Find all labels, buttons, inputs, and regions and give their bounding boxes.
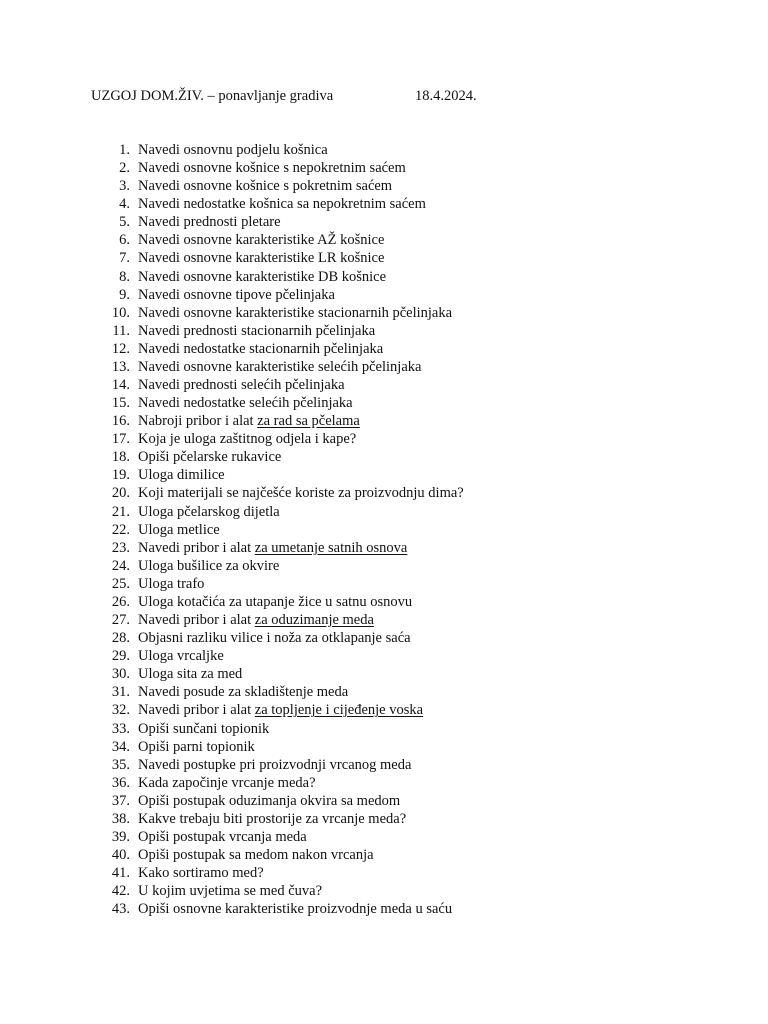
question-item [0, 340, 768, 358]
question-item [0, 575, 768, 593]
question-text [138, 195, 426, 213]
question-text [138, 412, 360, 430]
question-number: 29. [111, 648, 130, 665]
question-item [0, 629, 768, 647]
question-text [138, 448, 281, 466]
question-text [138, 629, 411, 647]
question-item [0, 322, 768, 340]
question-number: 32. [111, 702, 130, 719]
question-item [0, 213, 768, 231]
question-text-plain: Navedi nedostatke stacionarnih pčelinjaka [138, 340, 384, 357]
question-number: 30. [111, 666, 130, 683]
question-text-plain: Navedi osnovne košnice s pokretnim saćem [138, 178, 393, 195]
question-text [138, 539, 407, 557]
question-text [138, 846, 374, 864]
question-text-plain: Uloga dimilice [138, 467, 225, 484]
question-item [0, 683, 768, 701]
question-text [138, 738, 255, 756]
question-text-plain: Navedi osnovne karakteristike selećih pčelinjaka [138, 358, 422, 375]
question-text [138, 376, 345, 394]
question-text [138, 268, 386, 286]
question-number: 3. [119, 178, 130, 195]
question-number: 22. [111, 521, 130, 538]
question-text-plain: Navedi prednosti selećih pčelinjaka [138, 377, 345, 394]
question-number: 5. [119, 214, 130, 231]
question-text-plain: Opiši pčelarske rukavice [138, 449, 282, 466]
question-item [0, 503, 768, 521]
question-number: 24. [111, 557, 130, 574]
question-text-plain: Navedi osnovne karakteristike AŽ košnice [138, 232, 385, 249]
question-text-plain: Uloga pčelarskog dijetla [138, 503, 280, 520]
question-item [0, 268, 768, 286]
question-number: 27. [111, 612, 130, 629]
question-number: 4. [119, 196, 130, 213]
question-number: 25. [111, 575, 130, 592]
question-text [138, 900, 452, 918]
question-item [0, 611, 768, 629]
question-text [138, 322, 375, 340]
question-text-plain: Kakve trebaju biti prostorije za vrcanje meda? [138, 810, 407, 827]
document-title: UZGOJ DOM.ŽIV. – ponavljanje gradiva [91, 88, 334, 104]
question-number: 13. [111, 358, 130, 375]
question-text-plain: Uloga trafo [138, 575, 205, 592]
question-item [0, 231, 768, 249]
question-text [138, 792, 400, 810]
question-text-plain: Navedi osnovne karakteristike DB košnice [138, 268, 387, 285]
question-item [0, 286, 768, 304]
question-text-plain: Navedi nedostatke košnica sa nepokretnim saćem [138, 196, 426, 213]
question-item [0, 846, 768, 864]
question-number: 12. [111, 340, 130, 357]
question-item [0, 394, 768, 412]
question-text [138, 484, 464, 502]
question-item [0, 159, 768, 177]
question-text-plain: Uloga bušilice za okvire [138, 557, 280, 574]
question-number: 2. [119, 160, 130, 177]
question-item [0, 484, 768, 502]
question-number: 37. [111, 792, 130, 809]
question-text-plain: Opiši osnovne karakteristike proizvodnje meda u saću [138, 901, 453, 918]
question-text [138, 720, 269, 738]
question-number: 18. [111, 449, 130, 466]
question-item [0, 756, 768, 774]
question-list [0, 141, 768, 918]
question-text [138, 756, 411, 774]
question-number: 15. [111, 395, 130, 412]
question-item [0, 412, 768, 430]
question-item [0, 141, 768, 159]
question-text [138, 503, 280, 521]
question-item [0, 521, 768, 539]
question-item [0, 593, 768, 611]
question-item [0, 810, 768, 828]
question-number: 6. [119, 232, 130, 249]
question-text [138, 249, 384, 267]
question-text-plain: Navedi pribor i alat [138, 539, 255, 556]
question-text [138, 665, 242, 683]
question-number: 35. [111, 756, 130, 773]
question-item [0, 864, 768, 882]
question-number: 11. [112, 322, 130, 339]
question-text-underlined: za rad sa pčelama [257, 413, 360, 430]
question-text-plain: Uloga sita za med [138, 666, 243, 683]
question-text-plain: U kojim uvjetima se med čuva? [138, 883, 323, 900]
question-text-plain: Navedi osnovne tipove pčelinjaka [138, 286, 335, 303]
question-text-plain: Opiši parni topionik [138, 738, 255, 755]
question-text-underlined: za topljenje i cijeđenje voska [254, 702, 424, 719]
question-text [138, 286, 335, 304]
question-text [138, 521, 220, 539]
question-text [138, 611, 374, 629]
question-text-plain: Navedi osnovne karakteristike stacionarnih pčelinjaka [138, 304, 453, 321]
question-text-plain: Opiši postupak sa medom nakon vrcanja [138, 847, 374, 864]
question-text [138, 828, 307, 846]
document-header [91, 86, 691, 106]
question-number: 41. [111, 865, 130, 882]
question-item [0, 701, 768, 719]
question-number: 23. [111, 539, 130, 556]
question-text [138, 304, 452, 322]
question-number: 36. [111, 774, 130, 791]
question-text [138, 177, 392, 195]
question-text-plain: Navedi postupke pri proizvodnji vrcanog meda [138, 756, 412, 773]
question-item [0, 900, 768, 918]
document-date: 18.4.2024. [415, 88, 477, 104]
question-text-plain: Opiši sunčani topionik [138, 720, 270, 737]
question-number: 40. [111, 847, 130, 864]
question-number: 14. [111, 377, 130, 394]
question-text [138, 557, 279, 575]
question-text-underlined: za oduzimanje meda [254, 612, 374, 629]
question-text [138, 701, 423, 719]
question-number: 43. [111, 901, 130, 918]
question-number: 28. [111, 630, 130, 647]
question-item [0, 647, 768, 665]
question-text [138, 864, 264, 882]
question-text [138, 340, 383, 358]
question-item [0, 249, 768, 267]
question-text-plain: Uloga kotačića za utapanje žice u satnu osnovu [138, 593, 413, 610]
question-item [0, 720, 768, 738]
question-item [0, 539, 768, 557]
question-text-plain: Navedi osnovne karakteristike LR košnice [138, 250, 385, 267]
question-text-plain: Navedi osnovnu podjelu košnica [138, 142, 328, 158]
question-text-plain: Uloga vrcaljke [138, 648, 224, 665]
question-number: 19. [111, 467, 130, 484]
question-text [138, 774, 316, 792]
question-item [0, 828, 768, 846]
question-number: 42. [111, 883, 130, 900]
question-number: 10. [111, 304, 130, 321]
question-text [138, 213, 281, 231]
question-text-plain: Navedi osnovne košnice s nepokretnim saćem [138, 160, 406, 177]
question-number: 26. [111, 593, 130, 610]
question-item [0, 430, 768, 448]
question-text-plain: Kada započinje vrcanje meda? [138, 774, 316, 791]
question-item [0, 304, 768, 322]
question-text-plain: Navedi prednosti stacionarnih pčelinjaka [138, 322, 376, 339]
question-text [138, 575, 204, 593]
question-text [138, 430, 356, 448]
question-number: 16. [111, 413, 130, 430]
question-text [138, 141, 328, 159]
question-text-plain: Navedi posude za skladištenje meda [138, 684, 349, 701]
question-text-plain: Navedi prednosti pletare [138, 214, 281, 231]
question-text-plain: Opiši postupak oduzimanja okvira sa medom [138, 792, 401, 809]
question-number: 7. [119, 250, 130, 267]
question-item [0, 195, 768, 213]
question-text [138, 647, 224, 665]
question-text-plain: Kako sortiramo med? [138, 865, 264, 882]
question-number: 34. [111, 738, 130, 755]
question-number: 33. [111, 720, 130, 737]
question-number: 39. [111, 828, 130, 845]
question-number: 31. [111, 684, 130, 701]
question-item [0, 448, 768, 466]
question-number: 20. [111, 485, 130, 502]
question-item [0, 665, 768, 683]
question-number: 38. [111, 810, 130, 827]
question-text [138, 159, 406, 177]
question-item [0, 774, 768, 792]
question-number: 1. [119, 142, 130, 158]
question-text-plain: Koja je uloga zaštitnog odjela i kape? [138, 431, 357, 448]
question-text [138, 593, 412, 611]
question-number: 9. [119, 286, 130, 303]
question-item [0, 738, 768, 756]
question-text-plain: Navedi nedostatke selećih pčelinjaka [138, 395, 353, 412]
question-text-plain: Navedi pribor i alat [138, 702, 255, 719]
question-item [0, 466, 768, 484]
question-item [0, 792, 768, 810]
question-text-plain: Uloga metlice [138, 521, 220, 538]
question-text [138, 394, 353, 412]
question-text [138, 810, 406, 828]
question-text [138, 683, 348, 701]
question-item [0, 376, 768, 394]
question-number: 21. [111, 503, 130, 520]
question-text [138, 882, 322, 900]
question-item [0, 177, 768, 195]
question-text-plain: Nabroji pribor i alat [138, 413, 258, 430]
question-item [0, 882, 768, 900]
question-item [0, 358, 768, 376]
question-text-plain: Opiši postupak vrcanja meda [138, 828, 307, 845]
question-number: 8. [119, 268, 130, 285]
question-text-underlined: za umetanje satnih osnova [254, 539, 408, 556]
question-text-plain: Navedi pribor i alat [138, 612, 255, 629]
question-text [138, 358, 421, 376]
question-number: 17. [111, 431, 130, 448]
question-text-plain: Objasni razliku vilice i noža za otklapanje saća [138, 630, 411, 647]
question-text [138, 466, 225, 484]
question-text [138, 231, 384, 249]
question-item [0, 557, 768, 575]
question-text-plain: Koji materijali se najčešće koriste za proizvodnju dima? [138, 485, 464, 502]
